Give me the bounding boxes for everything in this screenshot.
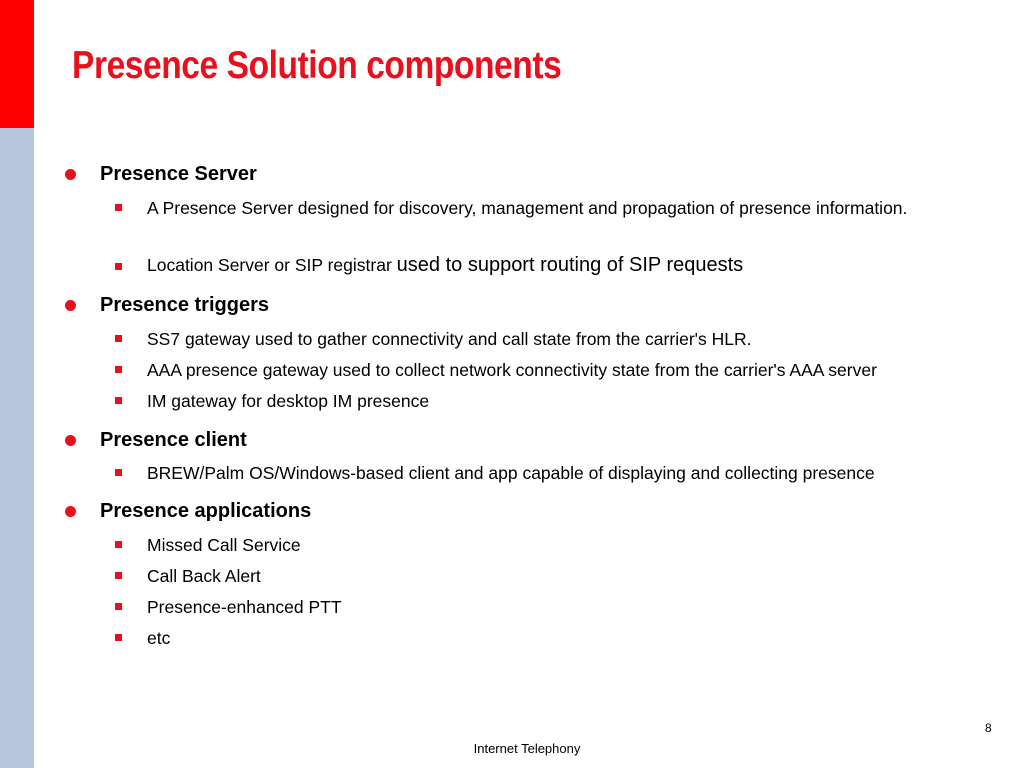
list-item: SS7 gateway used to gather connectivity and call state from the carrier's HLR.: [147, 329, 752, 349]
list-item: [147, 253, 743, 277]
list-item: Call Back Alert: [147, 566, 261, 586]
bullet-dot-icon: [65, 169, 76, 180]
bullet-dot-icon: [65, 506, 76, 517]
list-item: AAA presence gateway used to collect network connectivity state from the carrier's AAA server: [147, 360, 877, 380]
page-number: 8: [985, 721, 992, 735]
list-item: etc: [147, 628, 171, 648]
list-item: IM gateway for desktop IM presence: [147, 391, 430, 411]
bullet-square-icon: [115, 603, 122, 610]
list-item: Missed Call Service: [147, 535, 301, 555]
bullet-square-icon: [115, 397, 122, 404]
bullet-square-icon: [115, 204, 122, 211]
side-bar-accent: [0, 0, 34, 128]
section-heading-presence-triggers: Presence triggers: [100, 294, 269, 316]
bullet-square-icon: [115, 541, 122, 548]
bullet-square-icon: [115, 572, 122, 579]
bullet-dot-icon: [65, 300, 76, 311]
list-item-text-large: used to support routing of SIP requests: [396, 254, 744, 276]
bullet-square-icon: [115, 634, 122, 641]
bullet-square-icon: [115, 469, 122, 476]
slide-title: Presence Solution components: [72, 44, 562, 87]
section-heading-presence-applications: Presence applications: [100, 500, 312, 522]
list-item: BREW/Palm OS/Windows-based client and app capable of displaying and collecting presence: [147, 463, 875, 483]
footer-text: Internet Telephony: [473, 741, 581, 756]
bullet-square-icon: [115, 263, 122, 270]
bullet-square-icon: [115, 366, 122, 373]
section-heading-presence-server: Presence Server: [100, 163, 257, 185]
bullet-square-icon: [115, 335, 122, 342]
list-item-text: Location Server or SIP registrar: [147, 255, 397, 275]
section-heading-presence-client: Presence client: [100, 429, 247, 451]
list-item: A Presence Server designed for discovery, management and propagation of presence information.: [147, 198, 908, 218]
bullet-dot-icon: [65, 435, 76, 446]
list-item: Presence-enhanced PTT: [147, 597, 342, 617]
